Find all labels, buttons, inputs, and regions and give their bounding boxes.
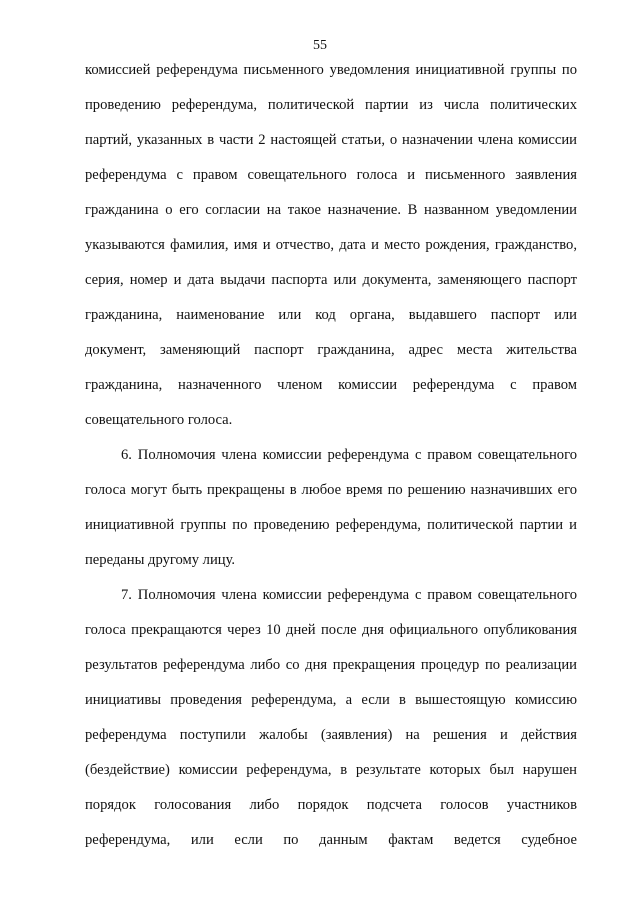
text-line: голоса могут быть прекращены в любое время по решению назначивших его: [85, 482, 577, 498]
text-line: указываются фамилия, имя и отчество, дата и место рождения, гражданство,: [85, 237, 577, 253]
text-line: инициативы проведения референдума, а если в вышестоящую комиссию: [85, 692, 577, 708]
text-line: совещательного голоса.: [85, 412, 233, 428]
text-line: партий, указанных в части 2 настоящей статьи, о назначении члена комиссии: [85, 132, 577, 148]
text-line: гражданина, наименование или код органа, выдавшего паспорт или: [85, 307, 577, 323]
text-line: референдума, или если по данным фактам ведется судебное: [85, 832, 577, 848]
paragraph-7-start: 7. Полномочия члена комиссии референдума с правом совещательного: [121, 587, 577, 603]
text-line: гражданина о его согласии на такое назначение. В названном уведомлении: [85, 202, 577, 218]
text-line: переданы другому лицу.: [85, 552, 236, 568]
text-line: комиссией референдума письменного уведомления инициативной группы по: [85, 62, 577, 78]
text-line: гражданина, назначенного членом комиссии референдума с правом: [85, 377, 577, 393]
page-number: 55: [313, 38, 327, 53]
text-line: референдума поступили жалобы (заявления) на решения и действия: [85, 727, 577, 743]
text-line: проведению референдума, политической партии из числа политических: [85, 97, 577, 113]
text-line: порядок голосования либо порядок подсчета голосов участников: [85, 797, 577, 813]
paragraph-6-start: 6. Полномочия члена комиссии референдума с правом совещательного: [121, 447, 577, 463]
text-line: инициативной группы по проведению референдума, политической партии и: [85, 517, 577, 533]
text-line: (бездействие) комиссии референдума, в результате которых был нарушен: [85, 762, 577, 778]
text-line: результатов референдума либо со дня прекращения процедур по реализации: [85, 657, 577, 673]
text-line: референдума с правом совещательного голоса и письменного заявления: [85, 167, 577, 183]
text-line: голоса прекращаются через 10 дней после дня официального опубликования: [85, 622, 577, 638]
text-line: документ, заменяющий паспорт гражданина, адрес места жительства: [85, 342, 577, 358]
text-line: серия, номер и дата выдачи паспорта или документа, заменяющего паспорт: [85, 272, 577, 288]
